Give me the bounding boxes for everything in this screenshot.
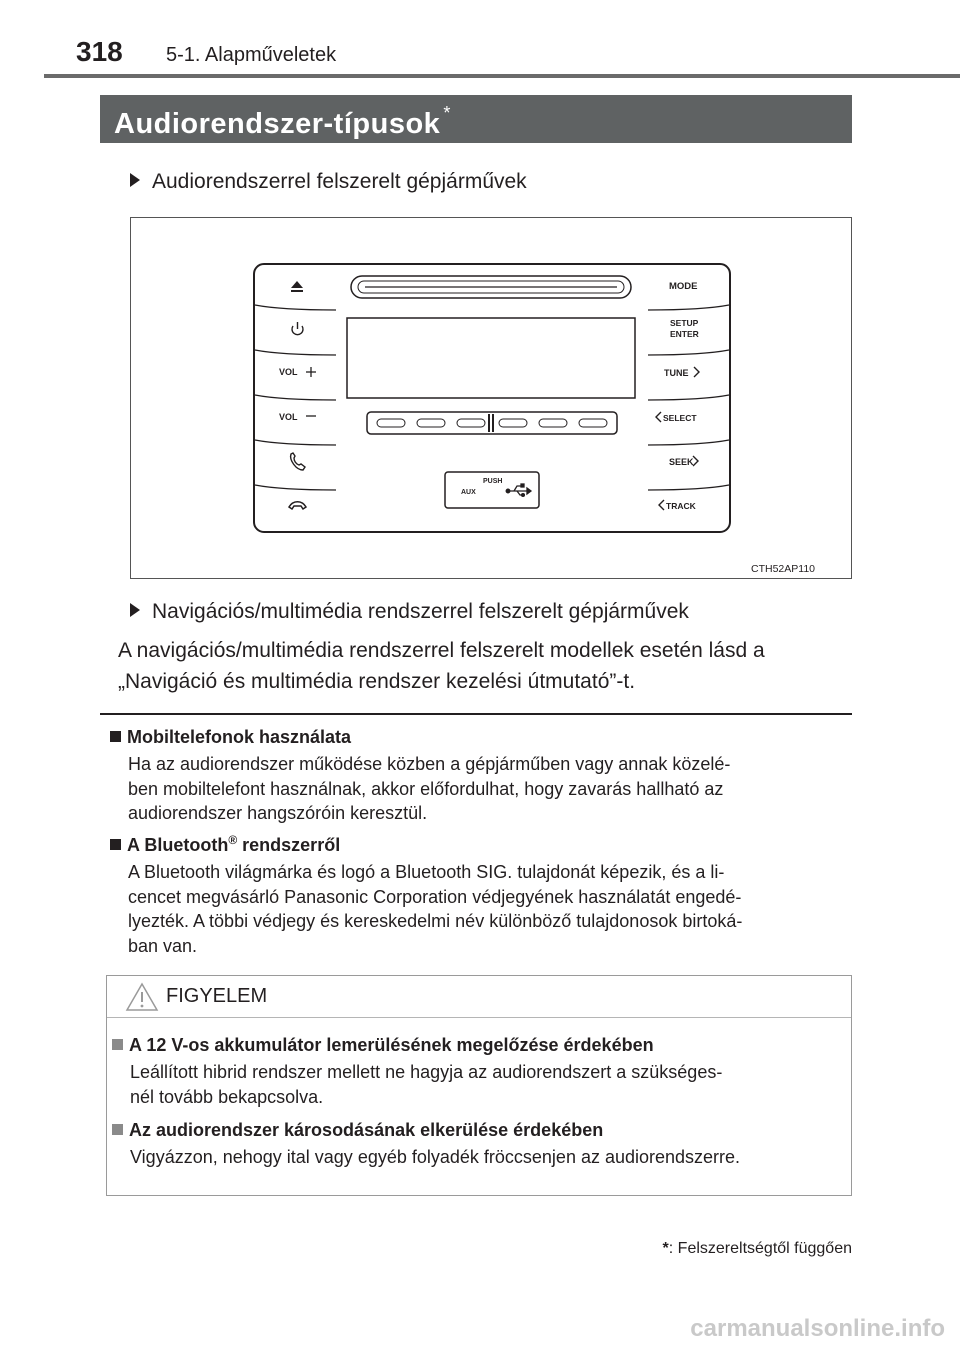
enter-label: ENTER — [670, 329, 699, 339]
section-heading — [110, 727, 852, 748]
setup-label: SETUP — [670, 318, 699, 328]
warning-item-battery — [112, 1035, 840, 1109]
section-title-bar — [100, 95, 852, 143]
footnote-marker: * — [662, 1240, 669, 1257]
warning-header-rule — [107, 1017, 851, 1018]
tune-label: TUNE — [664, 368, 689, 378]
bullet-audio-vehicles-text: Audiorendszerrel felszerelt gépjárművek — [152, 170, 527, 193]
running-head: 5-1. Alapműveletek — [166, 44, 337, 66]
nav-paragraph — [118, 635, 858, 697]
section-body — [128, 860, 852, 959]
section-mobile-phones — [110, 727, 852, 826]
hang-up-icon — [289, 502, 306, 509]
body-line: cencet megvásárló Panasonic Corporation védjegyének használatát engedé- — [128, 886, 742, 907]
select-chevron-left-icon — [656, 412, 661, 422]
body-line: Ha az audiorendszer működése közben a gépjárműben vagy annak közelé- — [128, 754, 731, 774]
section-separator — [100, 713, 852, 715]
push-label: PUSH — [483, 478, 503, 485]
audio-unit-illustration — [131, 218, 851, 578]
section-heading-suffix: rendszerről — [237, 835, 341, 855]
section-title: Audiorendszer-típusok — [114, 108, 441, 140]
triangle-bullet-icon — [130, 603, 140, 617]
warning-item-heading-text: A 12 V-os akkumulátor lemerülésének megelőzése érdekében — [129, 1035, 654, 1055]
body-line: lyezték. A többi védjegy és kereskedelmi név különböző tulajdonosok birtoká- — [128, 911, 743, 932]
square-bullet-icon — [110, 731, 121, 742]
plus-icon — [306, 367, 316, 377]
warning-title: FIGYELEM — [166, 985, 268, 1007]
eject-icon — [291, 281, 303, 292]
square-bullet-icon — [112, 1039, 123, 1050]
figure-code: CTH52AP110 — [751, 563, 816, 575]
body-line: A Bluetooth világmárka és logó a Bluetooth SIG. tulajdonát képezik, és a li- — [128, 862, 725, 882]
track-label: TRACK — [666, 501, 696, 511]
footnote-text: : Felszereltségtől függően — [668, 1240, 852, 1257]
body-line: audiorendszer hangszóróin keresztül. — [128, 803, 428, 824]
page-number: 318 — [76, 36, 123, 67]
seek-label: SEEK — [669, 457, 694, 467]
phone-icon — [291, 453, 305, 470]
mode-label: MODE — [669, 281, 698, 292]
audio-unit-figure — [130, 217, 852, 579]
select-label: SELECT — [663, 413, 697, 423]
section-bluetooth — [110, 833, 852, 959]
body-line: Vigyázzon, nehogy ital vagy egyéb folyadék fröccsenjen az audiorendszerre. — [130, 1147, 741, 1167]
watermark: carmanualsonline.info — [690, 1315, 945, 1342]
warning-item-heading — [112, 1035, 840, 1056]
warning-item-damage — [112, 1120, 840, 1170]
tune-chevron-right-icon — [694, 367, 699, 377]
aux-label: AUX — [461, 489, 476, 496]
warning-item-heading-text: Az audiorendszer károsodásának elkerülése érdekében — [129, 1120, 604, 1140]
section-heading-text: A Bluetooth — [127, 835, 229, 855]
footnote — [600, 1240, 852, 1258]
warning-triangle-icon — [125, 982, 159, 1012]
bullet-audio-vehicles — [130, 170, 527, 194]
triangle-bullet-icon — [130, 173, 140, 187]
seek-chevron-right-icon — [693, 456, 698, 466]
warning-item-body — [130, 1145, 840, 1170]
section-heading — [110, 833, 852, 856]
header-rule — [44, 74, 960, 78]
registered-mark: ® — [228, 833, 238, 847]
vol-plus-label: VOL — [279, 367, 298, 377]
square-bullet-icon — [112, 1124, 123, 1135]
section-heading-text: Mobiltelefonok használata — [127, 727, 352, 747]
section-body — [128, 752, 852, 826]
bullet-nav-vehicles-text: Navigációs/multimédia rendszerrel felszerelt gépjárművek — [152, 600, 689, 623]
optional-marker: * — [443, 103, 451, 123]
power-icon — [292, 322, 303, 335]
bullet-nav-vehicles — [130, 600, 689, 624]
square-bullet-icon — [110, 839, 121, 850]
nav-paragraph-line: A navigációs/multimédia rendszerrel felszerelt modellek esetén lásd a — [118, 639, 765, 662]
body-line: Leállított hibrid rendszer mellett ne hagyja az audiorendszert a szükséges- — [130, 1062, 723, 1082]
nav-paragraph-line: „Navigáció és multimédia rendszer kezelési útmutató”-t. — [118, 670, 636, 693]
body-line: ben mobiltelefont használnak, akkor előfordulhat, hogy zavarás hallható az — [128, 778, 724, 799]
warning-item-heading — [112, 1120, 840, 1141]
warning-item-body — [130, 1060, 840, 1109]
body-line: nél tovább bekapcsolva. — [130, 1086, 324, 1107]
vol-minus-label: VOL — [279, 412, 298, 422]
body-line: ban van. — [128, 936, 198, 957]
display-screen — [347, 318, 635, 398]
usb-icon — [506, 484, 531, 496]
track-chevron-left-icon — [659, 500, 664, 510]
